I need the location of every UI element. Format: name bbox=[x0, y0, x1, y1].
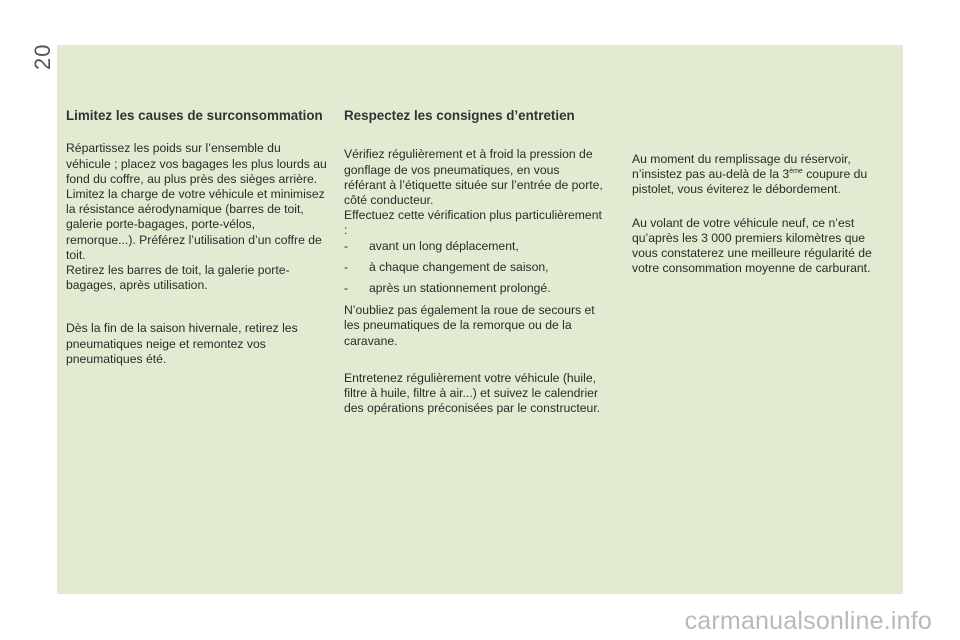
list-item bbox=[344, 260, 604, 275]
list-item-text: à chaque changement de saison, bbox=[369, 259, 549, 274]
left-heading: Limitez les causes de surconsommation bbox=[66, 108, 323, 123]
middle-paragraph-1: Vérifiez régulièrement et à froid la pression de gonflage de vos pneumatiques, en vous référant à l’étiquette située sur l’entrée de porte, côté conducteur. bbox=[344, 147, 603, 208]
middle-column bbox=[344, 109, 604, 416]
middle-paragraph-2: Effectuez cette vérification plus particulièrement : bbox=[344, 208, 602, 238]
list-dash: - bbox=[344, 259, 349, 274]
left-paragraph-2: Limitez la charge de votre véhicule et minimisez la résistance aérodynamique (barres de toit, galerie porte-bagages, porte-vélos, remorque...). Préférez l’utilisation d’un coffre de toit. bbox=[66, 187, 325, 262]
left-column bbox=[66, 109, 328, 367]
right-paragraph-1-start: Au moment du remplissage du réservoir, n’insistez pas au-delà de la 3 bbox=[632, 152, 851, 182]
left-paragraph-1: Répartissez les poids sur l’ensemble du véhicule ; placez vos bagages les plus lourds au fond du coffre, au plus près des sièges arrière. bbox=[66, 141, 327, 186]
list-dash: - bbox=[344, 238, 349, 253]
watermark: carmanualsonline.info bbox=[684, 607, 932, 635]
list-item bbox=[344, 239, 604, 254]
right-paragraph-1-end: coupure du pistolet, vous éviterez le débordement. bbox=[632, 167, 868, 197]
list-item-text: avant un long déplacement, bbox=[369, 238, 519, 253]
check-list bbox=[344, 239, 604, 297]
page-number: 20 bbox=[30, 43, 55, 70]
list-item-text: après un stationnement prolongé. bbox=[369, 281, 551, 296]
right-paragraph-2: Au volant de votre véhicule neuf, ce n’est qu’après les 3 000 premiers kilomètres que vous constaterez une meilleure régularité de votre consommation moyenne de carburant. bbox=[632, 215, 872, 276]
middle-heading: Respectez les consignes d’entretien bbox=[344, 108, 575, 123]
content-panel bbox=[57, 45, 903, 594]
right-column bbox=[632, 152, 894, 276]
middle-paragraph-3: N’oubliez pas également la roue de secours et les pneumatiques de la remorque ou de la caravane. bbox=[344, 303, 595, 348]
list-item bbox=[344, 281, 604, 296]
left-paragraph-3: Retirez les barres de toit, la galerie porte-bagages, après utilisation. bbox=[66, 263, 290, 293]
ordinal-superscript: ème bbox=[789, 168, 803, 176]
list-dash: - bbox=[344, 281, 349, 296]
left-paragraph-4: Dès la fin de la saison hivernale, retirez les pneumatiques neige et remontez vos pneumatiques été. bbox=[66, 321, 298, 366]
right-paragraph-1 bbox=[632, 152, 894, 198]
middle-paragraph-4: Entretenez régulièrement votre véhicule (huile, filtre à huile, filtre à air...) et suivez le calendrier des opérations préconisées par le constructeur. bbox=[344, 370, 601, 416]
